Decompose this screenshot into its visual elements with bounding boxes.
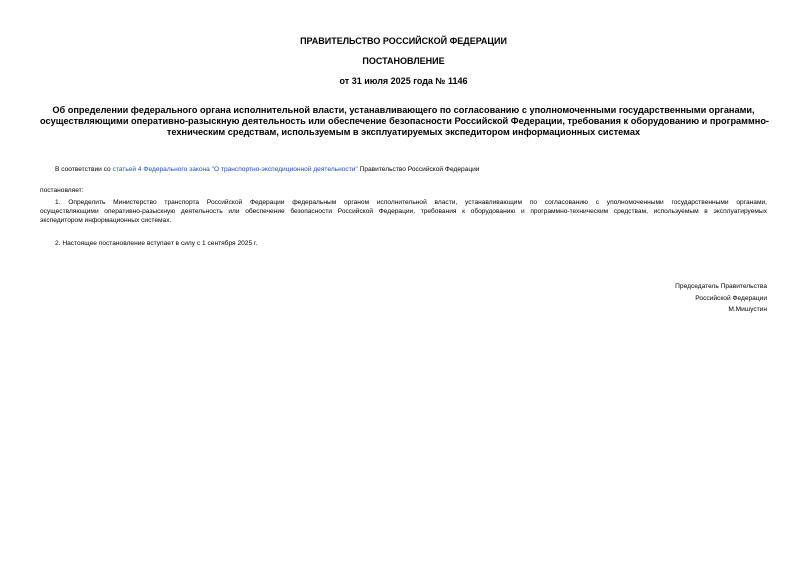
document-date-number: от 31 июля 2025 года № 1146 [339, 76, 468, 86]
document-type: ПОСТАНОВЛЕНИЕ [362, 56, 445, 66]
item-1-line: 1. Определить Министерство транспорта Российской Федерации федеральным органом исполнительной власти, устанавливающим по согласованию с уполномоченными государственными органами, [55, 199, 767, 206]
title-line: техническим средствам, используемым в эксплуатируемых экспедитором информационных системах [166, 127, 641, 137]
item-1-line: осуществляющими оперативно-разыскную деятельность или обеспечение безопасности Российской Федерации, требования к оборудованию и программно-техническим средствам, используемым в эксплуатируемых [40, 208, 767, 215]
signatory-position-line2: Российской Федерации [695, 294, 767, 302]
preamble-text-after: Правительство Российской Федерации [357, 166, 480, 173]
decree-item-1 [40, 198, 767, 225]
item-1-line: экспедитором информационных системах. [40, 217, 172, 224]
preamble-text-before: В соответствии со [55, 166, 113, 173]
document-title [40, 105, 767, 138]
issuing-organization: ПРАВИТЕЛЬСТВО РОССИЙСКОЙ ФЕДЕРАЦИИ [300, 36, 507, 46]
decree-item-2: 2. Настоящее постановление вступает в силу с 1 сентября 2025 г. [55, 240, 258, 247]
signatory-name: М.Мишустин [728, 306, 767, 313]
federal-law-link[interactable]: статьей 4 Федерального закона "О транспортно-экспедиционной деятельности" [112, 166, 358, 173]
decree-word: постановляет: [40, 187, 84, 194]
preamble-paragraph [55, 165, 479, 174]
title-line: осуществляющими оперативно-разыскную деятельность или обеспечение безопасности Российской Федерации, требования к оборудованию и программно- [40, 116, 769, 126]
signature-block [675, 281, 767, 316]
signatory-position-line1: Председатель Правительства [675, 283, 767, 290]
title-line: Об определении федерального органа исполнительной власти, устанавливающего по согласованию с уполномоченными государственными органами, [52, 105, 755, 115]
